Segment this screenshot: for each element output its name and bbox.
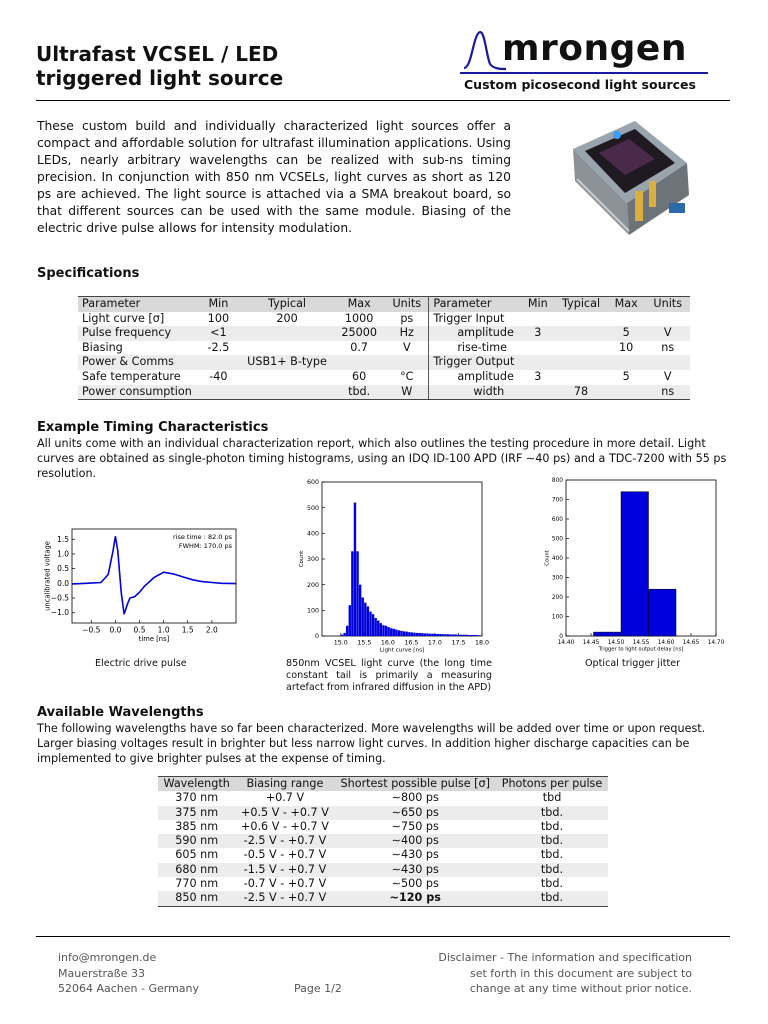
y-axis-label: Count: [544, 550, 551, 566]
spec-cell: °C: [385, 370, 429, 385]
spec-cell: 5: [607, 326, 646, 341]
histogram-bar: [460, 635, 462, 636]
wl-cell: 605 nm: [158, 848, 235, 862]
histogram-bar: [406, 632, 408, 636]
spec-cell: [555, 370, 607, 385]
histogram-bar: [369, 612, 371, 636]
spec-cell: Safe temperature: [78, 370, 196, 385]
spec-header-cell: Units: [645, 297, 690, 312]
trigger-jitter-chart: [530, 470, 730, 656]
logo-wordmark: mrongen: [502, 28, 687, 69]
spec-cell: 3: [520, 370, 555, 385]
spec-cell: Power consumption: [78, 385, 196, 400]
x-tick-label: 17.5: [451, 639, 466, 647]
chart-annotation: FWHM: 170.0 ps: [178, 542, 232, 550]
spec-cell: [333, 355, 385, 370]
title-line-2: triggered light source: [36, 66, 284, 90]
table-row: [158, 806, 608, 820]
wl-cell: ∼430 ps: [335, 863, 496, 877]
footer-address: [58, 950, 199, 997]
intro-paragraph: These custom build and individually characterized light sources offer a compact and affordable solution for ultrafast illumination applications. Using LEDs, nearly arbitrary wavelengths can be realized with sub-ns timing precision. In conjunction with 850 nm VCSELs, light curves as short as 120 ps are achieved. The light source is attached via a SMA breakout board, so that different sources can be used with the same module. Biasing of the electric drive pulse allows for intensity modulation.: [37, 119, 511, 235]
spec-cell: W: [385, 385, 429, 400]
y-tick-label: 100: [551, 614, 563, 621]
histogram-bar: [372, 614, 374, 636]
histogram-bar: [455, 634, 457, 636]
y-tick-label: 300: [551, 575, 563, 582]
y-tick-label: 0: [559, 633, 563, 640]
jitter-bar: [621, 492, 649, 636]
table-row: [78, 385, 690, 400]
histogram-bar: [468, 635, 470, 636]
histogram-bar: [475, 635, 477, 636]
x-axis-label: Light curve [ns]: [379, 647, 425, 654]
wl-cell: -0.5 V - +0.7 V: [235, 848, 334, 862]
table-row: [158, 891, 608, 906]
table-row: [158, 820, 608, 834]
histogram-bar: [346, 626, 348, 636]
spec-cell: [555, 326, 607, 341]
wl-cell: 370 nm: [158, 791, 235, 805]
specifications-heading: Specifications: [37, 266, 140, 281]
spec-cell: [520, 385, 555, 400]
histogram-bar: [442, 634, 444, 636]
histogram-bar: [343, 633, 345, 636]
drive-pulse-chart: [36, 525, 246, 655]
header-divider: [36, 100, 730, 101]
y-tick-label: 0: [314, 633, 319, 641]
histogram-bar: [393, 629, 395, 636]
y-tick-label: 1.0: [57, 549, 69, 559]
x-tick-label: 14.60: [657, 639, 675, 646]
histogram-bar: [478, 635, 480, 636]
histogram-bar: [364, 603, 366, 636]
spec-cell: ps: [385, 312, 429, 327]
spec-cell: V: [645, 370, 690, 385]
wavelength-header-row: [158, 777, 608, 792]
caption-drive-pulse: Electric drive pulse: [95, 658, 187, 669]
spec-cell: 200: [241, 312, 333, 327]
spec-cell: [645, 355, 690, 370]
wl-cell: tbd.: [496, 820, 608, 834]
wl-cell: -1.5 V - +0.7 V: [235, 863, 334, 877]
spec-cell: width: [429, 385, 521, 400]
vcsel-light-curve-chart: [286, 474, 492, 654]
caption-vcsel: 850nm VCSEL light curve (the long time constant tail is primarily a measuring artefact from infrared diffusion in the APD): [286, 658, 492, 693]
wl-cell: tbd.: [496, 834, 608, 848]
timing-paragraph: All units come with an individual characterization report, which also outlines the testing procedure in more detail. Light curves are obtained as single-photon timing histograms, using an IDQ ID-100 APD (IRF ∼40 ps) and a TDC-7200 with 55 ps resolution.: [37, 437, 727, 480]
y-tick-label: 800: [551, 477, 563, 484]
spec-cell: amplitude: [429, 326, 521, 341]
histogram-bar: [462, 635, 464, 636]
spec-cell: ns: [645, 341, 690, 356]
spec-cell: 5: [607, 370, 646, 385]
spec-cell: [196, 385, 241, 400]
spec-cell: Biasing: [78, 341, 196, 356]
y-tick-label: 1.5: [57, 534, 69, 544]
y-tick-label: 100: [306, 607, 319, 615]
wavelengths-table: [158, 776, 608, 907]
histogram-bar: [408, 632, 410, 636]
histogram-bar: [437, 634, 439, 636]
spec-cell: [607, 312, 646, 327]
y-tick-label: 500: [306, 504, 319, 512]
x-tick-label: 16.5: [404, 639, 419, 647]
wl-cell: 375 nm: [158, 806, 235, 820]
spec-cell: V: [385, 341, 429, 356]
table-row: [158, 848, 608, 862]
x-tick-label: −0.5: [82, 625, 101, 635]
spec-cell: rise-time: [429, 341, 521, 356]
spec-cell: [241, 326, 333, 341]
histogram-bar: [400, 631, 402, 636]
spec-cell: [607, 385, 646, 400]
histogram-bar: [351, 551, 353, 636]
spec-cell: 3: [520, 326, 555, 341]
specifications-table: [78, 296, 690, 400]
table-row: [158, 791, 608, 805]
y-tick-label: 700: [551, 497, 563, 504]
x-tick-label: 14.45: [582, 639, 600, 646]
histogram-bar: [465, 635, 467, 636]
y-tick-label: 500: [551, 536, 563, 543]
disclaimer-line: set forth in this document are subject to: [470, 966, 692, 980]
spec-cell: [520, 312, 555, 327]
x-tick-label: 16.0: [380, 639, 395, 647]
spec-cell: 25000: [333, 326, 385, 341]
wavelengths-heading: Available Wavelengths: [37, 705, 204, 720]
spec-cell: amplitude: [429, 370, 521, 385]
wl-cell: -2.5 V - +0.7 V: [235, 834, 334, 848]
logo-tagline: Custom picosecond light sources: [464, 77, 696, 92]
title-line-1: Ultrafast VCSEL / LED: [36, 42, 279, 66]
x-tick-label: 14.55: [632, 639, 650, 646]
spec-header-cell: Parameter: [429, 297, 521, 312]
x-tick-label: 1.5: [181, 625, 194, 635]
wl-cell: ∼500 ps: [335, 877, 496, 891]
y-tick-label: 400: [306, 530, 319, 538]
y-tick-label: 600: [551, 516, 563, 523]
table-row: [78, 370, 690, 385]
x-tick-label: 15.5: [357, 639, 372, 647]
spec-cell: 0.7: [333, 341, 385, 356]
wl-header-cell: Photons per pulse: [496, 777, 608, 792]
spec-cell: [520, 341, 555, 356]
spec-cell: [555, 355, 607, 370]
wl-cell: tbd.: [496, 877, 608, 891]
spec-cell: [241, 341, 333, 356]
x-tick-label: 14.70: [707, 639, 725, 646]
x-tick-label: 14.40: [557, 639, 575, 646]
spec-cell: V: [645, 326, 690, 341]
spec-header-cell: Units: [385, 297, 429, 312]
histogram-bar: [413, 633, 415, 636]
histogram-bar: [411, 632, 413, 636]
wavelengths-paragraph: The following wavelengths have so far been characterized. More wavelengths will be added over time or upon request. Larger biasing voltages result in brighter but less narrow light curves. In addition higher discharge capacities can be implemented to give brighter pulses at the expense of timing.: [37, 722, 706, 765]
wl-cell: ∼750 ps: [335, 820, 496, 834]
histogram-bar: [444, 634, 446, 636]
y-tick-label: −1.0: [50, 608, 69, 618]
y-tick-label: 400: [551, 555, 563, 562]
spec-header-cell: Typical: [241, 297, 333, 312]
histogram-bar: [374, 618, 376, 636]
plot-frame: [322, 482, 482, 636]
spec-cell: 60: [333, 370, 385, 385]
x-tick-label: 2.0: [205, 625, 218, 635]
jitter-bar: [594, 632, 622, 636]
histogram-bar: [367, 606, 369, 636]
wl-cell: 680 nm: [158, 863, 235, 877]
wl-cell: 590 nm: [158, 834, 235, 848]
table-row: [78, 355, 690, 370]
histogram-bar: [377, 621, 379, 636]
histogram-bar: [349, 605, 351, 636]
wl-cell: tbd.: [496, 806, 608, 820]
wl-cell: ∼400 ps: [335, 834, 496, 848]
spec-header-cell: Max: [333, 297, 385, 312]
x-tick-label: 14.65: [682, 639, 700, 646]
histogram-bar: [341, 635, 343, 636]
wl-cell: -2.5 V - +0.7 V: [235, 891, 334, 906]
histogram-bar: [390, 628, 392, 636]
histogram-bar: [385, 626, 387, 636]
y-tick-label: 200: [306, 581, 319, 589]
histogram-bar: [452, 634, 454, 636]
wl-cell: +0.7 V: [235, 791, 334, 805]
histogram-bar: [470, 635, 472, 636]
histogram-bar: [439, 634, 441, 636]
table-row: [78, 341, 690, 356]
y-tick-label: 0.0: [57, 578, 69, 588]
histogram-bar: [356, 551, 358, 636]
table-row: [78, 326, 690, 341]
spec-cell: <1: [196, 326, 241, 341]
histogram-bar: [354, 503, 356, 636]
wl-cell: +0.6 V - +0.7 V: [235, 820, 334, 834]
spec-cell: 1000: [333, 312, 385, 327]
wl-cell: tbd.: [496, 863, 608, 877]
wl-cell: tbd: [496, 791, 608, 805]
histogram-bar: [457, 635, 459, 636]
wl-cell: ∼430 ps: [335, 848, 496, 862]
spec-cell: Pulse frequency: [78, 326, 196, 341]
wl-cell: 850 nm: [158, 891, 235, 906]
spec-cell: -40: [196, 370, 241, 385]
wl-cell: ∼650 ps: [335, 806, 496, 820]
spec-cell: [520, 355, 555, 370]
spec-cell: -2.5: [196, 341, 241, 356]
histogram-bar: [395, 630, 397, 636]
spec-cell: Trigger Output: [429, 355, 521, 370]
spec-cell: tbd.: [333, 385, 385, 400]
spec-cell: [385, 355, 429, 370]
spec-header-row: [78, 297, 690, 312]
x-tick-label: 14.50: [607, 639, 625, 646]
product-photo: [565, 107, 695, 247]
spec-cell: 100: [196, 312, 241, 327]
spec-header-cell: Min: [196, 297, 241, 312]
wl-cell: ∼120 ps: [335, 891, 496, 906]
spec-cell: [196, 355, 241, 370]
spec-header-cell: Max: [607, 297, 646, 312]
disclaimer-line: Disclaimer - The information and specification: [438, 951, 692, 964]
table-row: [158, 863, 608, 877]
y-tick-label: 300: [306, 556, 319, 564]
y-tick-label: 200: [551, 594, 563, 601]
histogram-bar: [450, 634, 452, 636]
spec-cell: 10: [607, 341, 646, 356]
histogram-bar: [429, 634, 431, 636]
document-title: [36, 42, 283, 90]
histogram-bar: [403, 631, 405, 636]
spec-cell: 78: [555, 385, 607, 400]
histogram-bar: [359, 585, 361, 636]
x-tick-label: 0.5: [133, 625, 146, 635]
table-row: [78, 312, 690, 327]
spec-cell: [241, 370, 333, 385]
logo-pulse-icon: [458, 24, 508, 74]
x-tick-label: 18.0: [474, 639, 490, 647]
histogram-bar: [447, 634, 449, 636]
histogram-bar: [398, 630, 400, 636]
table-row: [158, 877, 608, 891]
x-axis-label: time [ns]: [138, 635, 170, 643]
y-axis-label: Count: [299, 550, 306, 568]
jitter-bar: [649, 589, 677, 636]
wl-cell: tbd.: [496, 848, 608, 862]
x-tick-label: 0.0: [109, 625, 122, 635]
footer-street: Mauerstraße 33: [58, 966, 145, 980]
histogram-bar: [426, 633, 428, 636]
wl-header-cell: Wavelength: [158, 777, 235, 792]
spec-cell: USB1+ B-type: [241, 355, 333, 370]
spec-cell: Hz: [385, 326, 429, 341]
footer-divider: [36, 936, 730, 937]
logo-underline: [460, 72, 708, 74]
y-tick-label: 0.5: [57, 564, 69, 574]
caption-jitter: Optical trigger jitter: [585, 658, 681, 669]
x-tick-label: 1.0: [157, 625, 170, 635]
page-number: Page 1/2: [294, 982, 342, 995]
footer-city: 52064 Aachen - Germany: [58, 982, 200, 995]
spec-header-cell: Typical: [555, 297, 607, 312]
disclaimer-line: change at any time without prior notice.: [469, 982, 692, 995]
wl-cell: -0.7 V - +0.7 V: [235, 877, 334, 891]
wl-header-cell: Shortest possible pulse [σ]: [335, 777, 496, 792]
spec-header-cell: Min: [520, 297, 555, 312]
wl-header-cell: Biasing range: [235, 777, 334, 792]
spec-header-cell: Parameter: [78, 297, 196, 312]
histogram-bar: [424, 633, 426, 636]
x-tick-label: 15.0: [333, 639, 348, 647]
histogram-bar: [362, 598, 364, 637]
histogram-bar: [434, 634, 436, 636]
footer-disclaimer: [438, 950, 692, 997]
spec-cell: Power & Comms: [78, 355, 196, 370]
histogram-bar: [416, 633, 418, 636]
histogram-bar: [380, 623, 382, 636]
timing-heading: Example Timing Characteristics: [37, 420, 269, 435]
table-row: [158, 834, 608, 848]
histogram-bar: [387, 627, 389, 636]
spec-cell: [645, 312, 690, 327]
y-tick-label: −0.5: [50, 593, 69, 603]
spec-cell: [555, 341, 607, 356]
wl-cell: +0.5 V - +0.7 V: [235, 806, 334, 820]
footer-email[interactable]: info@mrongen.de: [58, 951, 157, 964]
histogram-bar: [418, 633, 420, 636]
spec-cell: ns: [645, 385, 690, 400]
wl-cell: 770 nm: [158, 877, 235, 891]
chart-annotation: rise time : 82.0 ps: [173, 533, 232, 541]
x-tick-label: 17.0: [427, 639, 442, 647]
spec-cell: [555, 312, 607, 327]
y-axis-label: uncalibrated voltage: [43, 541, 52, 611]
wl-cell: tbd.: [496, 891, 608, 906]
y-tick-label: 600: [306, 479, 319, 487]
spec-cell: [607, 355, 646, 370]
spec-cell: [241, 385, 333, 400]
wl-cell: ∼800 ps: [335, 791, 496, 805]
wl-cell: 385 nm: [158, 820, 235, 834]
histogram-bar: [473, 635, 475, 636]
spec-cell: Trigger Input: [429, 312, 521, 327]
histogram-bar: [421, 633, 423, 636]
histogram-bar: [431, 634, 433, 636]
x-axis-label: Trigger to light output delay [ns]: [598, 646, 684, 653]
spec-cell: Light curve [σ]: [78, 312, 196, 327]
histogram-bar: [382, 625, 384, 636]
